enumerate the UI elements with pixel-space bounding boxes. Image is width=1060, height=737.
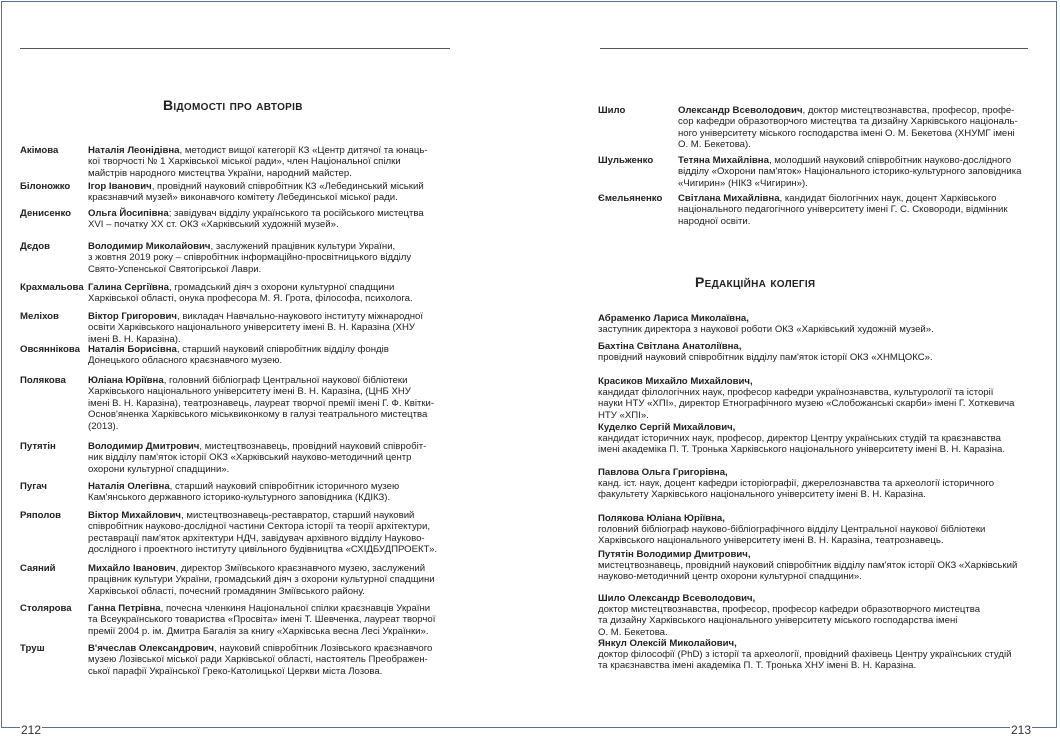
author-bio (88, 481, 399, 504)
bio-line (88, 521, 437, 532)
bio-text: ного університету міського господарства імені О. М. Бекетова (ХНУМГ імені (678, 127, 1015, 139)
bio-line (88, 375, 434, 386)
bio-text: народної освіти. (678, 215, 751, 227)
bio-text: відділу «Охорони пам'яток» Національного історико-культурного заповідника (678, 166, 1022, 178)
bio-line (88, 156, 428, 167)
bio-text: з жовтня 2019 року – співробітник інформаційно-просвітницького відділу (88, 252, 412, 264)
author-surname: Дєдов (20, 241, 50, 252)
member-description: Харківського національного університету імені В. Н. Каразіна, театрознавець. (598, 535, 944, 547)
bio-line (88, 168, 428, 179)
bio-line (88, 208, 424, 219)
bio-text: , кандидат біологічних наук, доцент Харківського (779, 193, 997, 204)
bio-line (88, 643, 432, 654)
author-surname: Денисенко (20, 208, 71, 219)
author-name: Михайло Іванович (88, 563, 176, 574)
bio-line (88, 311, 423, 322)
bio-text: співробітник науково-дослідної частини Сектора історії та теорії архітектури, (88, 521, 431, 533)
author-bio (678, 155, 1021, 189)
author-name: Світлана Михайлівна (678, 193, 780, 204)
author-surname: Шульженко (598, 155, 654, 166)
author-bio (88, 643, 432, 677)
member-description: НТУ «ХПІ». (598, 409, 649, 421)
member-name: Павлова Ольга Григорівна, (598, 467, 728, 478)
bio-line (88, 219, 424, 230)
bio-text: охорони культурної спадщини». (88, 463, 230, 475)
bio-text: , старший науковий співробітник відділу фондів (176, 344, 389, 355)
editorial-member (598, 422, 1005, 456)
bio-line (88, 666, 432, 677)
bio-line (88, 586, 435, 597)
bio-line (88, 192, 424, 203)
author-name: Наталія Олегівна (88, 481, 170, 492)
editorial-member (598, 593, 980, 638)
bio-line (88, 614, 435, 625)
bio-text: , громадський діяч з охорони культурної спадщини (168, 282, 395, 293)
member-description: та дизайну Харківського національного університету міського господарства імені (598, 615, 958, 627)
author-surname: Саяний (20, 563, 56, 574)
author-bio (88, 344, 389, 367)
bio-text: краєзнавчий музей» виконавчого комітету Лебединської міської ради. (88, 192, 398, 204)
author-bio (88, 375, 434, 432)
bio-line (678, 166, 1021, 177)
author-bio (88, 181, 424, 204)
member-description: мистецтвознавець, провідний науковий співробітник відділу пам'яток історії ОКЗ «Харківський (598, 560, 1018, 572)
bio-text: ; завідувач відділу українського та російського мистецтва (168, 208, 424, 219)
bio-line (88, 264, 411, 275)
bio-line (88, 398, 434, 409)
bio-text: , старший науковий співробітник історичного музею (169, 481, 400, 492)
editorial-member (598, 513, 985, 547)
bio-line (88, 626, 435, 637)
page-number-right: 213 (1011, 723, 1032, 737)
author-bio (88, 208, 424, 231)
bio-text: імені В. Н. Каразіна). (88, 333, 181, 345)
bio-text: , почесна членкиня Національної спілки краєзнавців України (160, 603, 431, 614)
author-bio (88, 282, 413, 305)
bio-text: Свято-Успенської Святогірської Лаври. (88, 263, 262, 275)
author-surname: Труш (20, 643, 45, 654)
bio-text: , доктор мистецтвознавства, професор, профе- (802, 105, 1015, 116)
author-surname: Путятін (20, 441, 56, 452)
bio-text: , директор Зміївського краєзнавчого музею, заслужений (175, 563, 426, 574)
author-bio (88, 603, 435, 637)
bio-text: «Чигирин» (НІКЗ «Чигирин»). (678, 177, 808, 189)
author-bio (678, 105, 1018, 151)
bio-line (88, 533, 437, 544)
member-name: Шило Олександр Всеволодович, (598, 593, 756, 604)
author-surname: Полякова (20, 375, 66, 386)
author-surname: Білоножко (20, 181, 71, 192)
bio-text: Донецького обласного краєзнавчого музею. (88, 355, 283, 367)
member-description: науково-методичний центр охорони культурної спадщини». (598, 571, 862, 583)
bio-line (678, 116, 1018, 127)
bio-line (678, 139, 1018, 150)
bio-line (88, 452, 426, 463)
author-name: Наталія Леонідівна (88, 145, 180, 156)
bio-line (678, 216, 1008, 227)
bio-line (88, 654, 432, 665)
bio-text: , молодший науковий співробітник науково-дослідного (768, 155, 1012, 166)
bio-text: національного педагогічного університету імені Г. С. Сковороди, відмінник (678, 204, 1008, 216)
member-name: Бахтіна Світлана Анатоліївна, (598, 341, 742, 352)
author-name: Тетяна Михайлівна (678, 155, 769, 166)
member-description: канд. іст. наук, доцент кафедри історіографії, джерелознавства та археології історичного (598, 478, 995, 490)
author-name: В'ячеслав Олександрович (88, 643, 214, 654)
bio-line (88, 464, 426, 475)
bio-text: працівник культури України, громадський діяч з охорони культурної спадщини (88, 574, 435, 586)
bio-text: майстрів народного мистецтва України, народний майстер. (88, 167, 352, 179)
editorial-member (598, 341, 933, 363)
author-name: Ганна Петрівна (88, 603, 161, 614)
page-number-left: 212 (21, 723, 42, 737)
member-name: Куделко Сергій Михайлович, (598, 422, 736, 433)
bio-line (678, 204, 1008, 215)
author-name: Володимир Дмитрович (88, 441, 200, 452)
bio-text: та Всеукраїнського товариства «Просвіта» імені Т. Шевченка, лауреат творчої (88, 614, 436, 626)
bio-text: , мистецтвознавець-реставратор, старший науковий (181, 510, 415, 521)
member-description: доктор філософії (PhD) з історії та археології, провідний фахівець Центру українських студій (598, 649, 1012, 661)
bio-text: О. М. Бекетова). (678, 139, 751, 151)
bio-text: Харківської області, почесний громадянин Зміївського району. (88, 585, 365, 597)
member-description: кандидат філологічних наук, професор кафедри українознавства, культурології та історії (598, 387, 994, 399)
author-name: Віктор Михайлович (88, 510, 182, 521)
bio-line (88, 603, 435, 614)
bio-text: Кам'янського державного історико-культурного заповідника (КДІКЗ). (88, 492, 391, 504)
member-name: Янкул Олексій Миколайович, (598, 638, 737, 649)
bio-line (88, 252, 411, 263)
author-bio (88, 441, 426, 475)
bio-text: реставрації пам'яток архітектури НДЧ, завідувач архівного відділу Науково- (88, 532, 425, 544)
bio-line (88, 492, 399, 503)
editorial-member (598, 376, 1015, 421)
author-name: Олександр Всеволодович (678, 105, 803, 116)
member-description: кандидат історичних наук, професор, директор Центру українських студій та краєзнавства (598, 433, 1001, 445)
bio-text: Харківської області, онука професора М. Я. Грота, філософа, психолога. (88, 293, 413, 305)
bio-line (678, 193, 1008, 204)
bio-line (88, 241, 411, 252)
bio-text: , викладач Навчально-наукового інституту міжнародної (177, 311, 424, 322)
bio-line (88, 322, 423, 333)
bio-line (88, 481, 399, 492)
bio-text: ської парафії Української Греко-Католицької Церкви міста Лозова. (88, 665, 383, 677)
bio-line (88, 409, 434, 420)
bio-line (88, 510, 437, 521)
member-description: провідний науковий співробітник відділу пам'яток історії ОКЗ «ХНМЦОКС». (598, 352, 933, 364)
author-name: Галина Сергіївна (88, 282, 169, 293)
bio-text: , головний бібліограф Центральної наукової бібліотеки (163, 375, 408, 386)
bio-line (678, 128, 1018, 139)
bio-line (88, 441, 426, 452)
author-bio (88, 145, 428, 179)
member-name: Путятін Володимир Дмитрович, (598, 549, 751, 560)
author-surname: Ряполов (20, 510, 62, 521)
author-bio (88, 510, 437, 556)
bio-line (678, 155, 1021, 166)
bio-line (88, 421, 434, 432)
member-description: О. М. Бекетова. (598, 626, 668, 638)
member-description: факультету Харківського національного університету імені В. Н. Каразіна. (598, 489, 926, 501)
author-surname: Крахмальова (20, 282, 84, 293)
bio-text: кої творчості № 1 Харківської міської ради», член Національної спілки (88, 156, 401, 168)
author-surname: Ємельяненко (598, 193, 663, 204)
member-description: доктор мистецтвознавства, професор, професор кафедри образотворчого мистецтва (598, 604, 981, 616)
member-description: головний бібліограф науково-бібліографічного відділу Центральної наукової бібліотеки (598, 524, 986, 536)
editorial-heading: Редакційна колегія (695, 274, 816, 290)
bio-line (678, 105, 1018, 116)
author-bio (678, 193, 1008, 227)
author-bio (88, 241, 411, 275)
member-description: науки НТУ «ХПІ», директор Етнографічного музею «Слобожанські скарби» імені Г. Хоткевича (598, 398, 1015, 410)
author-name: Ольга Йосипівна (88, 208, 169, 219)
bio-line (88, 386, 434, 397)
author-bio (88, 563, 435, 597)
bio-text: ник відділу пам'яток історії ОКЗ «Харківський науково-методичний центр (88, 452, 412, 464)
bio-text: Харківського національного університету імені В. Н. Каразіна, (ЦНБ ХНУ (88, 386, 411, 398)
member-description: заступник директора з наукової роботи ОКЗ «Харківський художній музей». (598, 324, 934, 336)
bio-text: , методист вищої категорії КЗ «Центр дитячої та юнаць- (179, 145, 428, 156)
bio-text: , науковий співробітник Лозівського краєзнавчого (214, 643, 433, 654)
author-name: Юліана Юріївна (88, 375, 164, 386)
bio-text: премії 2004 р. ім. Дмитра Багалія за книгу «Харківська весна Лесі Українки». (88, 625, 429, 637)
author-surname: Столярова (20, 603, 72, 614)
author-bio (88, 311, 423, 345)
editorial-member (598, 549, 1017, 583)
bio-text: XVI – початку XX ст. ОКЗ «Харківський художній музей». (88, 219, 339, 231)
author-name: Віктор Григорович (88, 311, 177, 322)
editorial-member (598, 638, 1011, 672)
bio-text: дослідного і проектного інституту цивільного будівництва «СХІДБУДПРОЕКТ». (88, 544, 438, 556)
bio-line (88, 181, 424, 192)
bio-text: імені В. Н. Каразіна), театрознавець, лауреат творчої премії імені Г. Ф. Квітки- (88, 397, 435, 409)
bio-text: сор кафедри образотворчого мистецтва та дизайну Харківського національ- (678, 116, 1018, 128)
member-name: Красиков Михайло Михайлович, (598, 376, 753, 387)
right-header-rule (600, 48, 1028, 49)
bio-text: Основ'яненка Харківського міськвиконкому в галузі театрального мистецтва (88, 409, 428, 421)
bio-line (88, 145, 428, 156)
bio-line (88, 293, 413, 304)
member-description: та краєзнавства імені академіка П. Т. Тронька ХНУ імені В. Н. Каразіна. (598, 660, 917, 672)
bio-line (88, 563, 435, 574)
bio-line (678, 178, 1021, 189)
bio-text: , мистецтвознавець, провідний науковий співробіт- (199, 441, 427, 452)
author-name: Володимир Миколайович (88, 241, 211, 252)
bio-text: освіти Харківського національного університету імені В. Н. Каразіна (ХНУ (88, 322, 416, 334)
member-description: імені академіка П. Т. Тронька Харківського національного університету імені В. Н. Каразіна. (598, 444, 1005, 456)
bio-line (88, 355, 389, 366)
member-name: Полякова Юліана Юріївна, (598, 513, 725, 524)
editorial-member (598, 467, 994, 501)
bio-line (88, 282, 413, 293)
authors-heading: Відомості про авторів (163, 97, 303, 113)
author-name: Ігор Іванович (88, 181, 152, 192)
author-surname: Меліхов (20, 311, 59, 322)
author-name: Наталія Борисівна (88, 344, 177, 355)
author-surname: Акімова (20, 145, 59, 156)
member-name: Абраменко Лариса Миколаївна, (598, 313, 749, 324)
bio-text: , заслужений працівник культури України, (210, 241, 396, 252)
author-surname: Овсяннікова (20, 344, 80, 355)
bio-line (88, 574, 435, 585)
bio-line (88, 344, 389, 355)
author-surname: Шило (598, 105, 626, 116)
author-surname: Пугач (20, 481, 47, 492)
left-header-rule (20, 48, 450, 49)
editorial-member (598, 313, 934, 335)
bio-line (88, 544, 437, 555)
bio-text: , провідний науковий співробітник КЗ «Лебединський міський (151, 181, 424, 192)
bio-text: музею Лозівської міської ради Харківської області, настоятель Преображен- (88, 654, 428, 666)
bio-text: (2013). (88, 420, 119, 432)
